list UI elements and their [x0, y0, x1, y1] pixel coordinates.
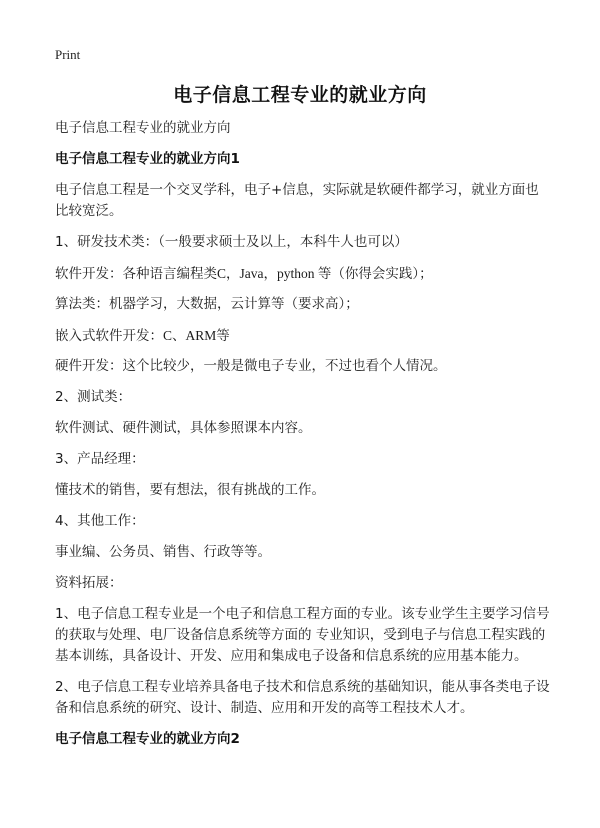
item-3-title: 3、产品经理：: [55, 451, 145, 467]
item-2-description: 软件测试、硬件测试，具体参照课本内容。: [55, 420, 312, 436]
item-1-software: 软件开发：各种语言编程类C，Java，python 等（你得会实践）；: [55, 266, 433, 281]
item-1-algorithm: 算法类：机器学习，大数据，云计算等（要求高）；: [55, 296, 359, 312]
item-4-title: 4、其他工作：: [55, 513, 145, 529]
extension-paragraph-2: 2、电子信息工程专业培养具备电子技术和信息系统的基础知识，能从事各类电子设备和信息系统的研究、设计、制造、应用和开发的高等工程技术人才。: [55, 679, 550, 716]
section-2-heading: 电子信息工程专业的就业方向2: [55, 731, 240, 747]
extension-title: 资料拓展：: [55, 575, 123, 591]
print-label: Print: [55, 47, 81, 62]
document-subtitle: 电子信息工程专业的就业方向: [55, 120, 231, 136]
item-1-title: 1、研发技术类：（一般要求硕士及以上，本科牛人也可以）: [55, 234, 408, 250]
intro-paragraph: 电子信息工程是一个交叉学科，电子+信息，实际就是软硬件都学习，就业方面也比较宽泛。: [55, 182, 539, 219]
item-2-title: 2、测试类：: [55, 389, 132, 405]
document-title: 电子信息工程专业的就业方向: [173, 84, 427, 106]
section-1-heading: 电子信息工程专业的就业方向1: [55, 151, 240, 167]
document-body: [55, 118, 550, 760]
item-4-description: 事业编、公务员、销售、行政等等。: [55, 544, 271, 560]
extension-paragraph-1: 1、电子信息工程专业是一个电子和信息工程方面的专业。该专业学生主要学习信号的获取与处理、电厂设备信息系统等方面的 专业知识，受到电子与信息工程实践的基本训练，具备设计、开发、应用和集成电子设备和信息系统的应用基本能力。: [55, 606, 550, 664]
item-1-hardware: 硬件开发：这个比较少，一般是微电子专业，不过也看个人情况。: [55, 358, 447, 374]
item-3-description: 懂技术的销售，要有想法，很有挑战的工作。: [55, 482, 325, 498]
item-1-embedded: 嵌入式软件开发：C、ARM等: [55, 328, 230, 343]
